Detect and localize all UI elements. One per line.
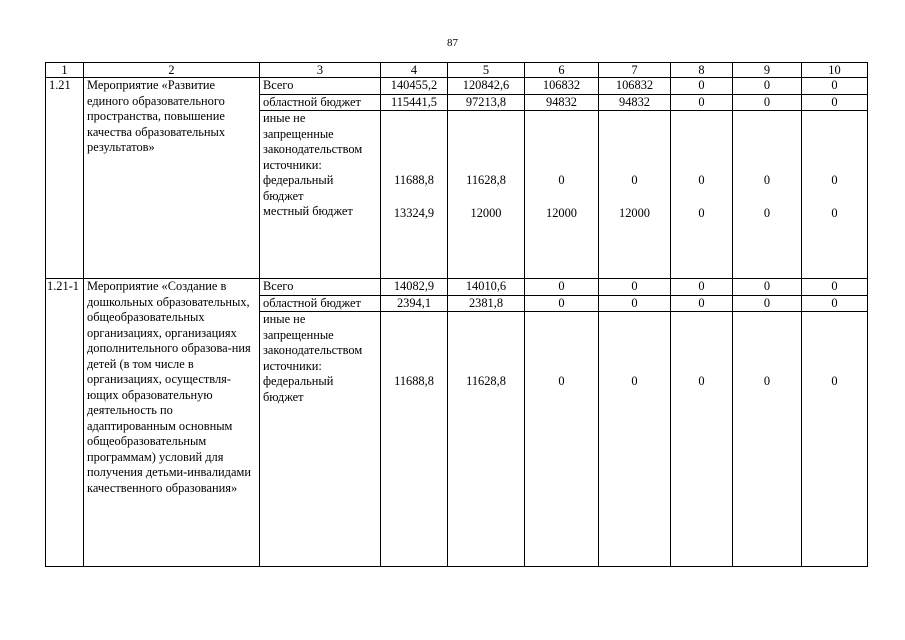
value-cell: 0 bbox=[733, 295, 802, 312]
source-label: федеральный бюджет bbox=[263, 374, 334, 404]
value-cell bbox=[448, 111, 525, 279]
source-label: Всего bbox=[260, 279, 381, 296]
header-cell: 7 bbox=[599, 63, 671, 78]
other-sources-cell bbox=[260, 312, 381, 567]
value: 11688,8 bbox=[394, 173, 434, 187]
source-label: областной бюджет bbox=[260, 94, 381, 111]
source-label: областной бюджет bbox=[260, 295, 381, 312]
value-cell: 0 bbox=[802, 94, 868, 111]
value-cell: 14010,6 bbox=[448, 279, 525, 296]
table-row bbox=[46, 78, 868, 95]
header-cell: 2 bbox=[84, 63, 260, 78]
header-cell: 8 bbox=[671, 63, 733, 78]
header-cell: 3 bbox=[260, 63, 381, 78]
value: 0 bbox=[558, 374, 565, 388]
header-cell: 5 bbox=[448, 63, 525, 78]
value-cell: 14082,9 bbox=[381, 279, 448, 296]
value-cell: 115441,5 bbox=[381, 94, 448, 111]
value-cell: 106832 bbox=[599, 78, 671, 95]
value: 11688,8 bbox=[394, 374, 434, 388]
value-cell bbox=[381, 111, 448, 279]
header-row bbox=[46, 63, 868, 78]
value-cell: 2394,1 bbox=[381, 295, 448, 312]
value: 11628,8 bbox=[466, 173, 506, 187]
value-cell bbox=[733, 111, 802, 279]
value-cell: 97213,8 bbox=[448, 94, 525, 111]
table-row bbox=[46, 279, 868, 296]
value-cell bbox=[525, 111, 599, 279]
value-cell: 0 bbox=[599, 295, 671, 312]
item-title: Мероприятие «Создание в дошкольных образовательных, общеобразовательных организациях, организациях дополнительного образова-ния детей (в том числе в организациях, осуществля-ющих образовательную деятельность по адаптированным основным общеобразовательным программам) условий для получения детьми-инвалидами качественного образования» bbox=[84, 279, 260, 567]
value: 0 bbox=[831, 374, 838, 388]
value-cell: 0 bbox=[671, 94, 733, 111]
other-sources-cell bbox=[260, 111, 381, 279]
value: 0 bbox=[698, 173, 705, 187]
header-cell: 10 bbox=[802, 63, 868, 78]
value: 12000 bbox=[619, 205, 650, 220]
header-cell: 6 bbox=[525, 63, 599, 78]
source-label: местный бюджет bbox=[263, 204, 353, 218]
value: 0 bbox=[558, 173, 565, 187]
value: 12000 bbox=[470, 205, 502, 220]
other-sources-label: иные не запрещенные законодательством источники: bbox=[263, 111, 363, 172]
budget-table bbox=[45, 62, 868, 567]
value-cell: 0 bbox=[671, 78, 733, 95]
value-cell bbox=[802, 111, 868, 279]
value-cell: 0 bbox=[802, 78, 868, 95]
value: 0 bbox=[763, 173, 771, 187]
source-label: Всего bbox=[260, 78, 381, 95]
value-cell bbox=[381, 312, 448, 567]
value: 11628,8 bbox=[466, 374, 506, 388]
value-cell bbox=[525, 312, 599, 567]
value-cell: 0 bbox=[733, 279, 802, 296]
value-cell bbox=[802, 312, 868, 567]
value-cell: 0 bbox=[733, 94, 802, 111]
value: 0 bbox=[631, 374, 638, 388]
value: 0 bbox=[698, 205, 705, 220]
value-cell: 0 bbox=[802, 295, 868, 312]
value-cell: 0 bbox=[599, 279, 671, 296]
item-code: 1.21 bbox=[46, 78, 84, 279]
value-cell bbox=[671, 111, 733, 279]
value-cell bbox=[599, 111, 671, 279]
header-cell: 9 bbox=[733, 63, 802, 78]
value: 0 bbox=[698, 374, 705, 388]
value-cell: 120842,6 bbox=[448, 78, 525, 95]
value-cell: 0 bbox=[671, 295, 733, 312]
value-cell: 106832 bbox=[525, 78, 599, 95]
value-cell: 94832 bbox=[525, 94, 599, 111]
value: 0 bbox=[631, 173, 638, 187]
value-cell bbox=[733, 312, 802, 567]
item-code: 1.21-1 bbox=[46, 279, 84, 567]
other-sources-label: иные не запрещенные законодательством источники: bbox=[263, 312, 363, 373]
value: 12000 bbox=[546, 205, 577, 220]
value-cell: 0 bbox=[733, 78, 802, 95]
item-title: Мероприятие «Развитие единого образовательного пространства, повышение качества образовательных результатов» bbox=[84, 78, 260, 279]
source-label: федеральный бюджет bbox=[263, 173, 334, 203]
value: 13324,9 bbox=[393, 205, 435, 220]
page-number: 87 bbox=[447, 37, 458, 49]
value-cell: 0 bbox=[671, 279, 733, 296]
value-cell: 0 bbox=[525, 295, 599, 312]
value: 0 bbox=[763, 205, 771, 220]
header-cell: 4 bbox=[381, 63, 448, 78]
value-cell bbox=[599, 312, 671, 567]
value-cell bbox=[671, 312, 733, 567]
value: 0 bbox=[763, 374, 771, 388]
value-cell: 140455,2 bbox=[381, 78, 448, 95]
value-cell: 94832 bbox=[599, 94, 671, 111]
header-cell: 1 bbox=[46, 63, 84, 78]
value-cell: 2381,8 bbox=[448, 295, 525, 312]
value: 0 bbox=[831, 205, 838, 220]
value-cell: 0 bbox=[802, 279, 868, 296]
value: 0 bbox=[831, 173, 838, 187]
value-cell bbox=[448, 312, 525, 567]
value-cell: 0 bbox=[525, 279, 599, 296]
